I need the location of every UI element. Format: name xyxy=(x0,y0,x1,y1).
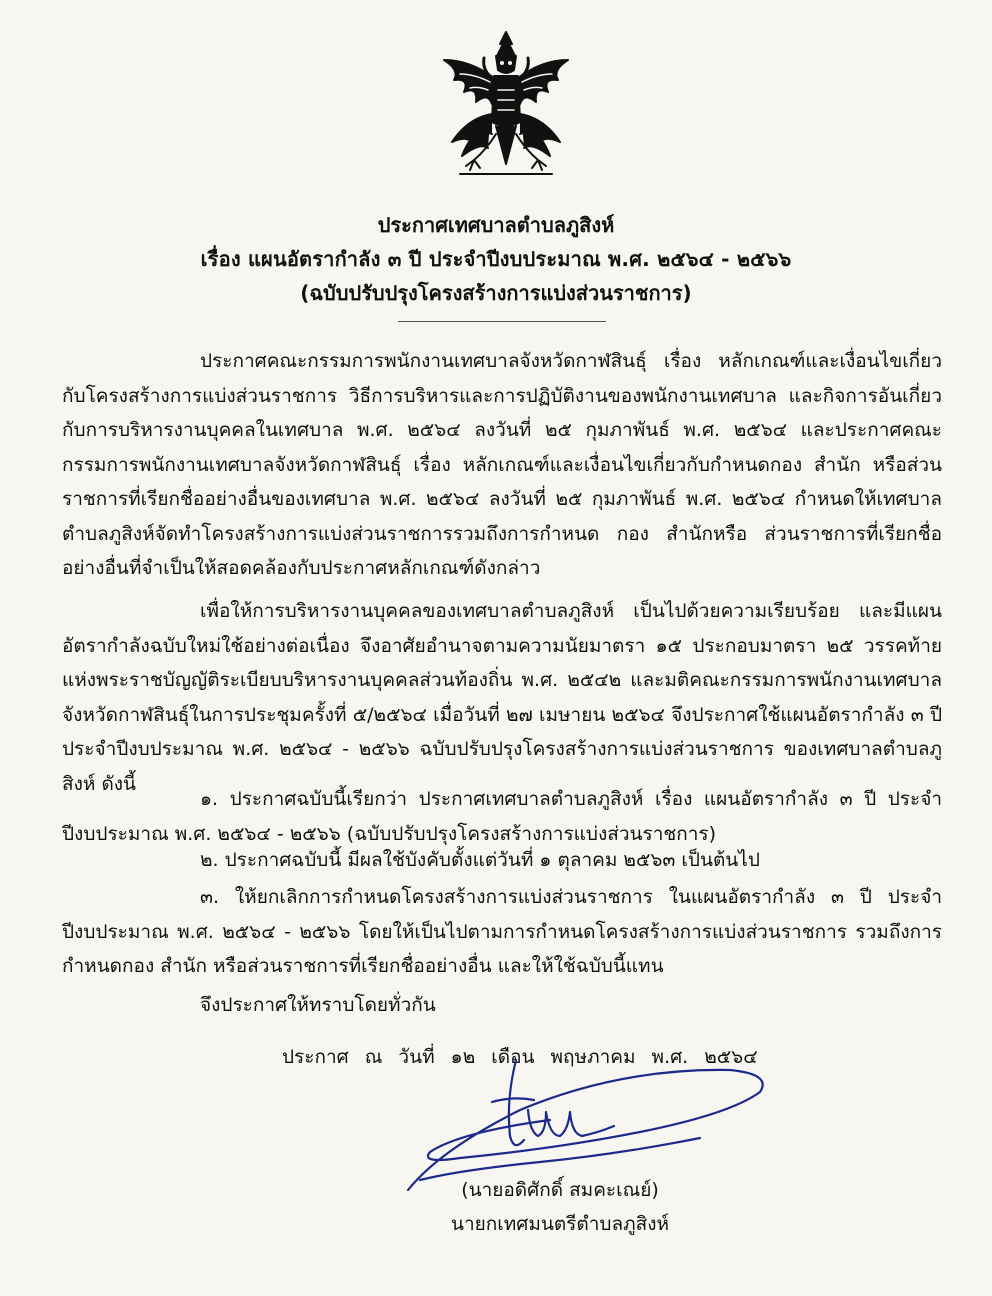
announcement-date: ประกาศ ณ วันที่ ๑๒ เดือน พฤษภาคม พ.ศ. ๒๕๖๔ xyxy=(282,1046,758,1068)
garuda-emblem-icon xyxy=(430,30,582,180)
announcement-edition: (ฉบับปรับปรุงโครงสร้างการแบ่งส่วนราชการ) xyxy=(300,281,692,305)
signer-block xyxy=(430,1173,690,1241)
signer-name: (นายอดิศักดิ์ สมคะเณย์) xyxy=(461,1179,659,1201)
announcement-header xyxy=(0,208,992,310)
announcement-subject: เรื่อง แผนอัตรากำลัง ๓ ปี ประจำปีงบประมาณ พ.ศ. ๒๕๖๔ - ๒๕๖๖ xyxy=(200,247,792,271)
body-paragraph-1: ประกาศคณะกรรมการพนักงานเทศบาลจังหวัดกาฬสินธุ์ เรื่อง หลักเกณฑ์และเงื่อนไขเกี่ยวกับโครงสร้างการแบ่งส่วนราชการ วิธีการบริหารและการปฏิบัติงานของพนักงานเทศบาล และกิจการอันเกี่ยวกับการบริหารงานบุคคลในเทศบาล พ.ศ. ๒๕๖๔ ลงวันที่ ๒๕ กุมภาพันธ์ พ.ศ. ๒๕๖๔ และประกาศคณะกรรมการพนักงานเทศบาลจังหวัดกาฬสินธุ์ เรื่อง หลักเกณฑ์และเงื่อนไขเกี่ยวกับกำหนดกอง สำนัก หรือส่วนราชการที่เรียกชื่ออย่างอื่นของเทศบาล พ.ศ. ๒๕๖๔ ลงวันที่ ๒๕ กุมภาพันธ์ พ.ศ. ๒๕๖๔ กำหนดให้เทศบาลตำบลภูสิงห์จัดทำโครงสร้างการแบ่งส่วนราชการรวมถึงการกำหนด กอง สำนักหรือ ส่วนราชการที่เรียกชื่ออย่างอื่นที่จำเป็นให้สอดคล้องกับประกาศหลักเกณฑ์ดังกล่าว xyxy=(62,350,942,579)
closing-statement: จึงประกาศให้ทราบโดยทั่วกัน xyxy=(200,994,436,1016)
clause-1: ๑. ประกาศฉบับนี้เรียกว่า ประกาศเทศบาลตำบลภูสิงห์ เรื่อง แผนอัตรากำลัง ๓ ปี ประจำปีงบประมาณ พ.ศ. ๒๕๖๔ - ๒๕๖๖ (ฉบับปรับปรุงโครงสร้างการแบ่งส่วนราชการ) xyxy=(62,788,942,845)
signer-position: นายกเทศมนตรีตำบลภูสิงห์ xyxy=(450,1213,670,1235)
body-paragraph-2: เพื่อให้การบริหารงานบุคคลของเทศบาลตำบลภูสิงห์ เป็นไปด้วยความเรียบร้อย และมีแผนอัตรากำลังฉบับใหม่ใช้อย่างต่อเนื่อง จึงอาศัยอำนาจตามความนัยมาตรา ๑๕ ประกอบมาตรา ๒๕ วรรคท้าย แห่งพระราชบัญญัติระเบียบบริหารงานบุคคลส่วนท้องถิ่น พ.ศ. ๒๕๔๒ และมติคณะกรรมการพนักงานเทศบาลจังหวัดกาฬสินธุ์ในการประชุมครั้งที่ ๕/๒๕๖๔ เมื่อวันที่ ๒๗ เมษายน ๒๕๖๔ จึงประกาศใช้แผนอัตรากำลัง ๓ ปี ประจำปีงบประมาณ พ.ศ. ๒๕๖๔ - ๒๕๖๖ ฉบับปรับปรุงโครงสร้างการแบ่งส่วนราชการ ของเทศบาลตำบลภูสิงห์ ดังนี้ xyxy=(62,600,942,795)
header-divider xyxy=(398,321,606,322)
clause-2: ๒. ประกาศฉบับนี้ มีผลใช้บังคับตั้งแต่วันที่ ๑ ตุลาคม ๒๕๖๓ เป็นต้นไป xyxy=(200,849,760,871)
clause-3: ๓. ให้ยกเลิกการกำหนดโครงสร้างการแบ่งส่วนราชการ ในแผนอัตรากำลัง ๓ ปี ประจำปีงบประมาณ พ.ศ. ๒๕๖๔ - ๒๕๖๖ โดยให้เป็นไปตามการกำหนดโครงสร้างการแบ่งส่วนราชการ รวมถึงการกำหนดกอง สำนัก หรือส่วนราชการที่เรียกชื่ออย่างอื่น และให้ใช้ฉบับนี้แทน xyxy=(62,886,942,977)
issuer-title: ประกาศเทศบาลตำบลภูสิงห์ xyxy=(377,213,615,237)
